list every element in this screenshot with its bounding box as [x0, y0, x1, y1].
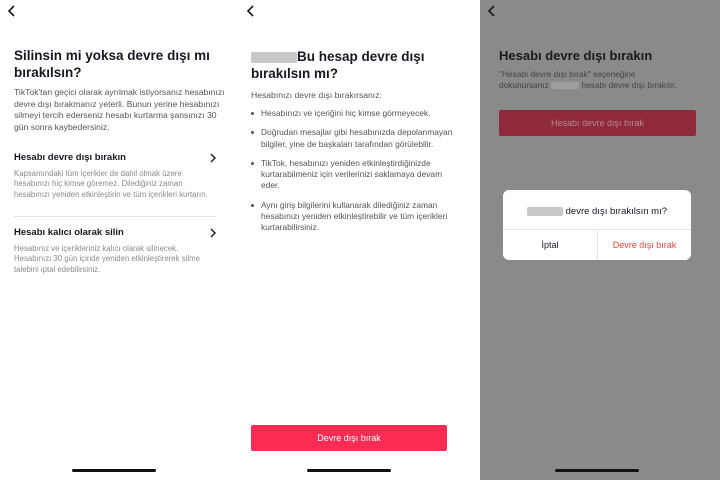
- home-indicator[interactable]: [307, 469, 391, 472]
- chevron-right-icon: [209, 151, 217, 163]
- description-line-2: [499, 80, 699, 91]
- cancel-button[interactable]: İptal: [541, 240, 559, 250]
- dialog-title-text: devre dışı bırakılsın mı?: [565, 206, 667, 217]
- confirm-dialog: [503, 190, 691, 260]
- list-item-text: TikTok, hesabınızı yeniden etkinleştirdiğinizde kurtarabilmeniz için verilerinizi saklamaya devam eder.: [261, 157, 443, 191]
- back-arrow-icon[interactable]: [6, 4, 18, 18]
- bullet-icon: [251, 112, 254, 115]
- page-description: [499, 69, 699, 90]
- list-item: [247, 158, 457, 192]
- deactivate-button[interactable]: Devre dışı bırak: [251, 425, 447, 451]
- page-description: TikTok'tan geçici olarak ayrılmak istiyorsanız hesabınızı devre dışı bırakmanız yeterli. Bunun yerine hesabınızı silmeyi tercih ederseniz hesabı kurtarma şansınızı 30 gün sonra kaybedersiniz.: [14, 87, 225, 132]
- blurred-username: [551, 82, 579, 89]
- page-title: Hesabı devre dışı bırakın: [499, 48, 653, 63]
- option-deactivate-description: Kapsamındaki tüm içerikler de dahil olmak üzere hesabınızı hiç kimse göremez. Dilediğiniz zaman hesabınızı yeniden etkinleştirin ve tüm içerikleri kurtarın.: [14, 169, 208, 199]
- list-item: [247, 200, 457, 234]
- bullet-icon: [251, 204, 254, 207]
- bullet-icon: [251, 162, 254, 165]
- intro-text: Hesabınızı devre dışı bırakırsanız:: [251, 90, 382, 100]
- description-line-1: "Hesabı devre dışı bırak" seçeneğine: [499, 69, 636, 79]
- screen-deactivate-dialog: [480, 0, 720, 480]
- list-item: [247, 127, 457, 150]
- list-item-text: Aynı giriş bilgilerini kullanarak dilediğiniz zaman hesabınızı yeniden etkinleştirebilir ve tüm içerikleri kurtarabilirsiniz.: [261, 199, 448, 233]
- deactivate-account-button[interactable]: Hesabı devre dışı bırak: [499, 110, 696, 136]
- blurred-username: [527, 207, 563, 216]
- divider: [14, 216, 216, 217]
- page-title-text: Bu hesap devre dışı bırakılsın mı?: [251, 49, 425, 81]
- option-deactivate[interactable]: [14, 152, 219, 200]
- chevron-right-icon: [209, 226, 217, 238]
- home-indicator[interactable]: [72, 469, 156, 472]
- list-item-text: Hesabınızı ve içeriğini hiç kimse görmeyecek.: [261, 108, 431, 118]
- option-deactivate-label: Hesabı devre dışı bırakın: [14, 152, 126, 163]
- bullet-list: [247, 108, 457, 242]
- home-indicator[interactable]: [555, 469, 639, 472]
- bullet-icon: [251, 131, 254, 134]
- blurred-username: [251, 52, 297, 63]
- back-arrow-icon[interactable]: [245, 4, 257, 18]
- page-title: Silinsin mi yoksa devre dışı mı bırakılsın?: [14, 48, 210, 80]
- description-text: hesabı devre dışı bırakılır.: [581, 79, 677, 90]
- option-delete[interactable]: [14, 227, 219, 275]
- list-item-text: Doğrudan mesajlar gibi hesabınızda depolanmayan bilgiler, yine de başkaları tarafından görülebilir.: [261, 127, 453, 149]
- back-arrow-icon[interactable]: [486, 4, 498, 18]
- option-delete-description: Hesabınız ve içerikleriniz kalıcı olarak silinecek. Hesabınızı 30 gün içinde yeniden etkinleştirerek silme talebini iptal edebilirsiniz.: [14, 244, 200, 274]
- screen-delete-or-deactivate: [0, 0, 239, 480]
- page-title: [251, 48, 466, 82]
- list-item: [247, 108, 457, 119]
- screen-deactivate-confirm: [239, 0, 480, 480]
- dialog-title: [503, 206, 691, 217]
- option-delete-label: Hesabı kalıcı olarak silin: [14, 227, 124, 238]
- confirm-deactivate-button[interactable]: Devre dışı bırak: [612, 240, 677, 250]
- description-text: dokunursanız: [499, 79, 549, 90]
